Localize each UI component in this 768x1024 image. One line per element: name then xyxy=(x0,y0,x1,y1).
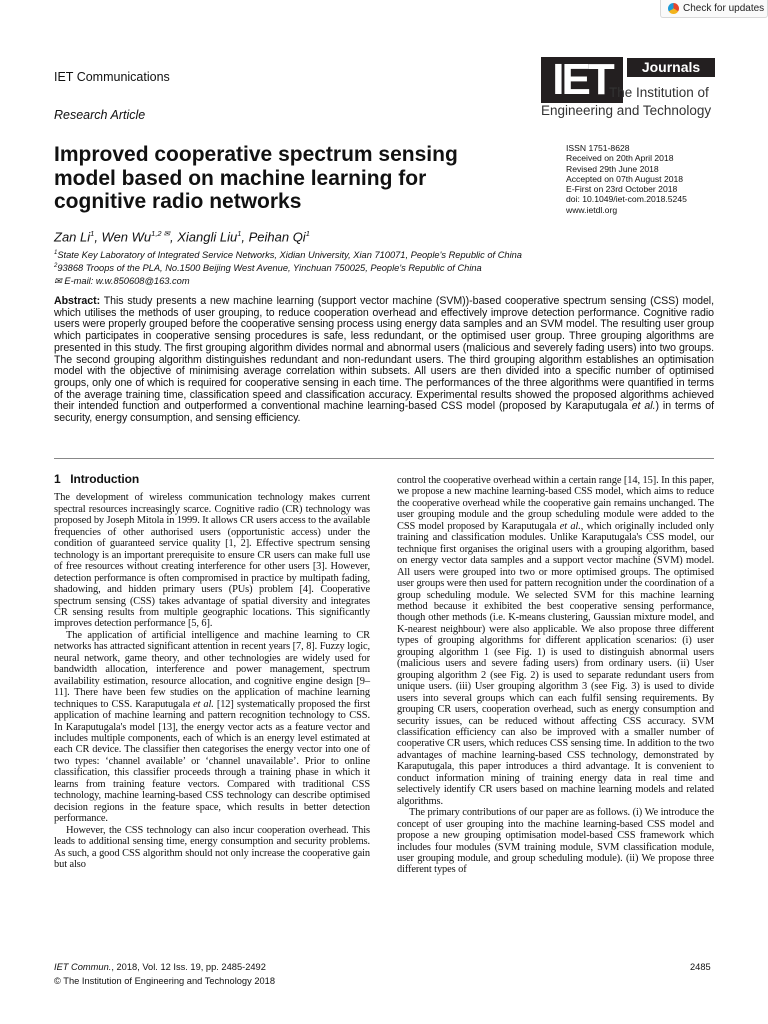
section-number: 1 xyxy=(54,472,61,486)
mail-icon: ✉ xyxy=(161,229,170,238)
paragraph xyxy=(54,630,370,825)
section-title: Introduction xyxy=(70,472,140,486)
article-type: Research Article xyxy=(54,108,146,122)
abstract-etal: et al. xyxy=(631,400,656,413)
etal: et al. xyxy=(193,698,214,710)
abstract xyxy=(54,296,714,425)
etal: et al. xyxy=(559,520,581,532)
citation-details: , 2018, Vol. 12 Iss. 19, pp. 2485-2492 xyxy=(111,962,266,972)
author-name: Zan Li xyxy=(54,229,91,245)
affiliation-text: 93868 Troops of the PLA, No.1500 Beijing West Avenue, Yinchuan 750025, People's Republic of China xyxy=(57,263,482,274)
paragraph: However, the CSS technology can also incur cooperation overhead. This leads to additional sensing time, energy consumption and security problems. As such, a good CSS algorithm should not only increase the cooperative gain but also xyxy=(54,824,370,870)
abstract-label: Abstract: xyxy=(54,295,101,307)
author-list xyxy=(54,229,310,244)
paragraph: The development of wireless communication technology makes current spectral resources increasingly scarce. Cognitive radio (CR) technology was proposed by Joseph Mitola in 1999. It allows CR users access to the available frequencies of other authorised users (opportunistic access) under the condition of guaranteed service quality [1, 2]. Effective spectrum sensing technology is an important prerequisite to ensure CR users can make full use of free resources without creating interference for other users [3]. However, detection performance is often compromised in practice by multipath fading, shadowing, and hidden primary users (PUs) problem [4]. Cooperative spectrum sensing (CSS) takes advantage of spatial diversity and integrates CR sensing results from multiple geographic locations. This significantly improves detection performance [5, 6]. xyxy=(54,492,370,630)
affiliation-1 xyxy=(54,250,522,260)
institution-line-2: Engineering and Technology xyxy=(541,103,712,118)
right-column xyxy=(397,475,714,876)
footer-citation xyxy=(54,962,266,972)
mail-icon: ✉ xyxy=(54,276,65,286)
left-column xyxy=(54,474,370,870)
corresponding-email[interactable] xyxy=(54,276,190,287)
author-separator: , xyxy=(169,229,178,245)
publication-info xyxy=(566,143,687,215)
author-name: Wen Wu xyxy=(101,229,152,245)
page-number: 2485 xyxy=(690,962,711,972)
check-for-updates-label: Check for updates xyxy=(683,3,765,14)
paper-title: Improved cooperative spectrum sensing model based on machine learning for cognitive radio networks xyxy=(54,143,458,213)
paragraph-text: control the cooperative overhead within a certain range [14, 15]. In this paper, we propose a new machine learning-based CSS model, which aims to reduce the cooperative overhead while the cooperative gain remains unchanged. The user grouping module and the group scheduling module were added to the CSS model proposed by Karaputugala xyxy=(397,475,714,532)
received-date: Received on 20th April 2018 xyxy=(566,153,674,164)
abstract-divider xyxy=(54,458,714,459)
issn: ISSN 1751-8628 xyxy=(566,143,630,153)
website-link[interactable]: www.ietdl.org xyxy=(566,204,618,215)
check-for-updates-badge[interactable] xyxy=(660,0,768,18)
author-affiliation-mark: 1 xyxy=(305,229,310,238)
crossmark-icon xyxy=(668,3,679,14)
institution-line-1: The Institution of xyxy=(609,85,709,100)
affiliation-text: State Key Laboratory of Integrated Service Networks, Xidian University, Xian 710071, People's Republic of China xyxy=(57,250,522,261)
paragraph-text: [12] systematically proposed the first application of machine learning and pattern recognition technology to CSS. In Karaputugala's model [13], the energy vector acts as a feature vector and includes multiple components, each of which is an energy level estimated at each CR device. The classifier then categorises the energy vector into one of two types: ‘channel available’ or ‘channel unavailable’. Prior to online classification, this classifier proceeds through a training phase in which it learns from training feature vectors. Compared with traditional CSS technology, machine learning-based CSS technology can describe optimised decision regions in the feature space, which results in better detection performance. xyxy=(54,698,370,825)
abstract-text-end: ) in terms of security, energy consumption, and sensing efficiency. xyxy=(54,400,714,425)
paragraph-text: The application of artificial intelligence and machine learning to CR networks has attracted significant attention in recent years [7, 8]. Fuzzy logic, neural network, game theory, and other technologies are widely used for bandwidth allocation, interference and power management, spectrum availability estimation, resource allocation, and cognitive engine design [9–11]. There have been few studies on the application of machine learning techniques to CSS. Karaputugala xyxy=(54,629,370,710)
author-separator: , xyxy=(94,229,102,245)
abstract-text: This study presents a new machine learning (support vector machine (SVM))-based cooperative spectrum sensing (CSS) model, which utilises the methods of user grouping, to reduce cooperation overhead and effectively improve detection performance. Cognitive radio users were properly grouped before the cooperative sensing process using energy data samples and an SVM model. The resulting user group which participates in cooperative sensing procedures is safe, less redundant, or the optimised user group. Three grouping algorithms are presented in this study. The first grouping algorithm divides normal and abnormal users (malicious and severely fading users) into two groups. The second grouping algorithm distinguishes redundant and non-redundant users. The third grouping algorithm establishes an optimisation model with the objective of minimising average correlation within subsets. All users are then divided into a specific number of optimised groups, only one of which is required for cooperative sensing in each time. The performances of the three algorithms were quantified in terms of the average training time, classification speed and classification accuracy. Experimental results showed the proposed algorithms achieved their intended function and outperformed a conventional machine learning-based CSS model (proposed by Karaputugala xyxy=(54,295,715,413)
email-text[interactable]: E-mail: w.w.850608@163.com xyxy=(64,276,190,286)
section-heading xyxy=(54,474,370,485)
author-separator: , xyxy=(241,229,249,245)
paragraph xyxy=(397,475,714,807)
citation-journal: IET Commun. xyxy=(54,962,112,972)
accepted-date: Accepted on 07th August 2018 xyxy=(566,173,684,184)
affiliation-mark: 2 xyxy=(54,263,58,269)
affiliation-2 xyxy=(54,263,482,273)
author-name: Peihan Qi xyxy=(248,229,306,245)
iet-logo-mark: IET xyxy=(541,57,623,103)
affiliation-mark: 1 xyxy=(54,250,58,256)
paragraph: The primary contributions of our paper are as follows. (i) We introduce the concept of user grouping into the machine learning-based CSS model and propose a new grouping optimisation model-based CSS framework which includes four modules (SVM training module, SVM classification module, user grouping module, and group scheduling module). (ii) We propose three different types of xyxy=(397,807,714,876)
author-affiliation-mark: 1,2 xyxy=(151,229,162,238)
iet-journals-logo xyxy=(541,55,717,121)
journal-name: IET Communications xyxy=(54,70,170,84)
author-affiliation-mark: 1 xyxy=(90,229,95,238)
author-name: Xiangli Liu xyxy=(177,229,238,245)
author-affiliation-mark: 1 xyxy=(237,229,242,238)
footer-copyright: © The Institution of Engineering and Technology 2018 xyxy=(54,976,276,986)
doi-link[interactable]: doi: 10.1049/iet-com.2018.5245 xyxy=(566,194,687,205)
paragraph-text: , which originally included only training and classification modules. Unlike Karaputugala's CSS model, our technique first organises the original users with a grouping algorithm, based on energy vector data samples and a support vector machine (SVM) model. All users were grouped into two or more optimised groups. The optimised user groups were then used for pattern recognition under the coordination of a group scheduling module. We selected SVM for this machine learning method because it exhibited the best cooperative sensing performance, though other methods (i.e. K-means clustering, Gaussian mixture model, and K-nearest neighbour) were also applicable. We also propose three different types of grouping algorithms for different application scenarios: (i) user grouping algorithm 1 (see Fig. 1) is used to distinguish abnormal users (malicious users and severe fading users) from ordinary users. (ii) User grouping algorithm 2 (see Fig. 2) is used to separate redundant users from unique users. (iii) User grouping algorithm 3 (see Fig. 3) is used to divide users into several groups which can each fulfil sensing requirements. By grouping CR users, cooperation overhead, such as energy consumption and security issues, can be reduced without affecting CSS accuracy. SVM classification efficiency can also be improved with a smaller number of cooperative CR users, which reduces CSS sensing time. In addition to the two advantages of machine learning-based CSS technology, demonstrated by Karaputugala, this paper introduces a third advantage. It is convenient to conduct information mining of training energy data in real time and selectively identify CR users based on machine learning models and related algorithms. xyxy=(397,520,714,807)
e-first-date: E-First on 23rd October 2018 xyxy=(566,184,678,195)
journals-label: Journals xyxy=(627,58,715,77)
revised-date: Revised 29th June 2018 xyxy=(566,163,659,174)
